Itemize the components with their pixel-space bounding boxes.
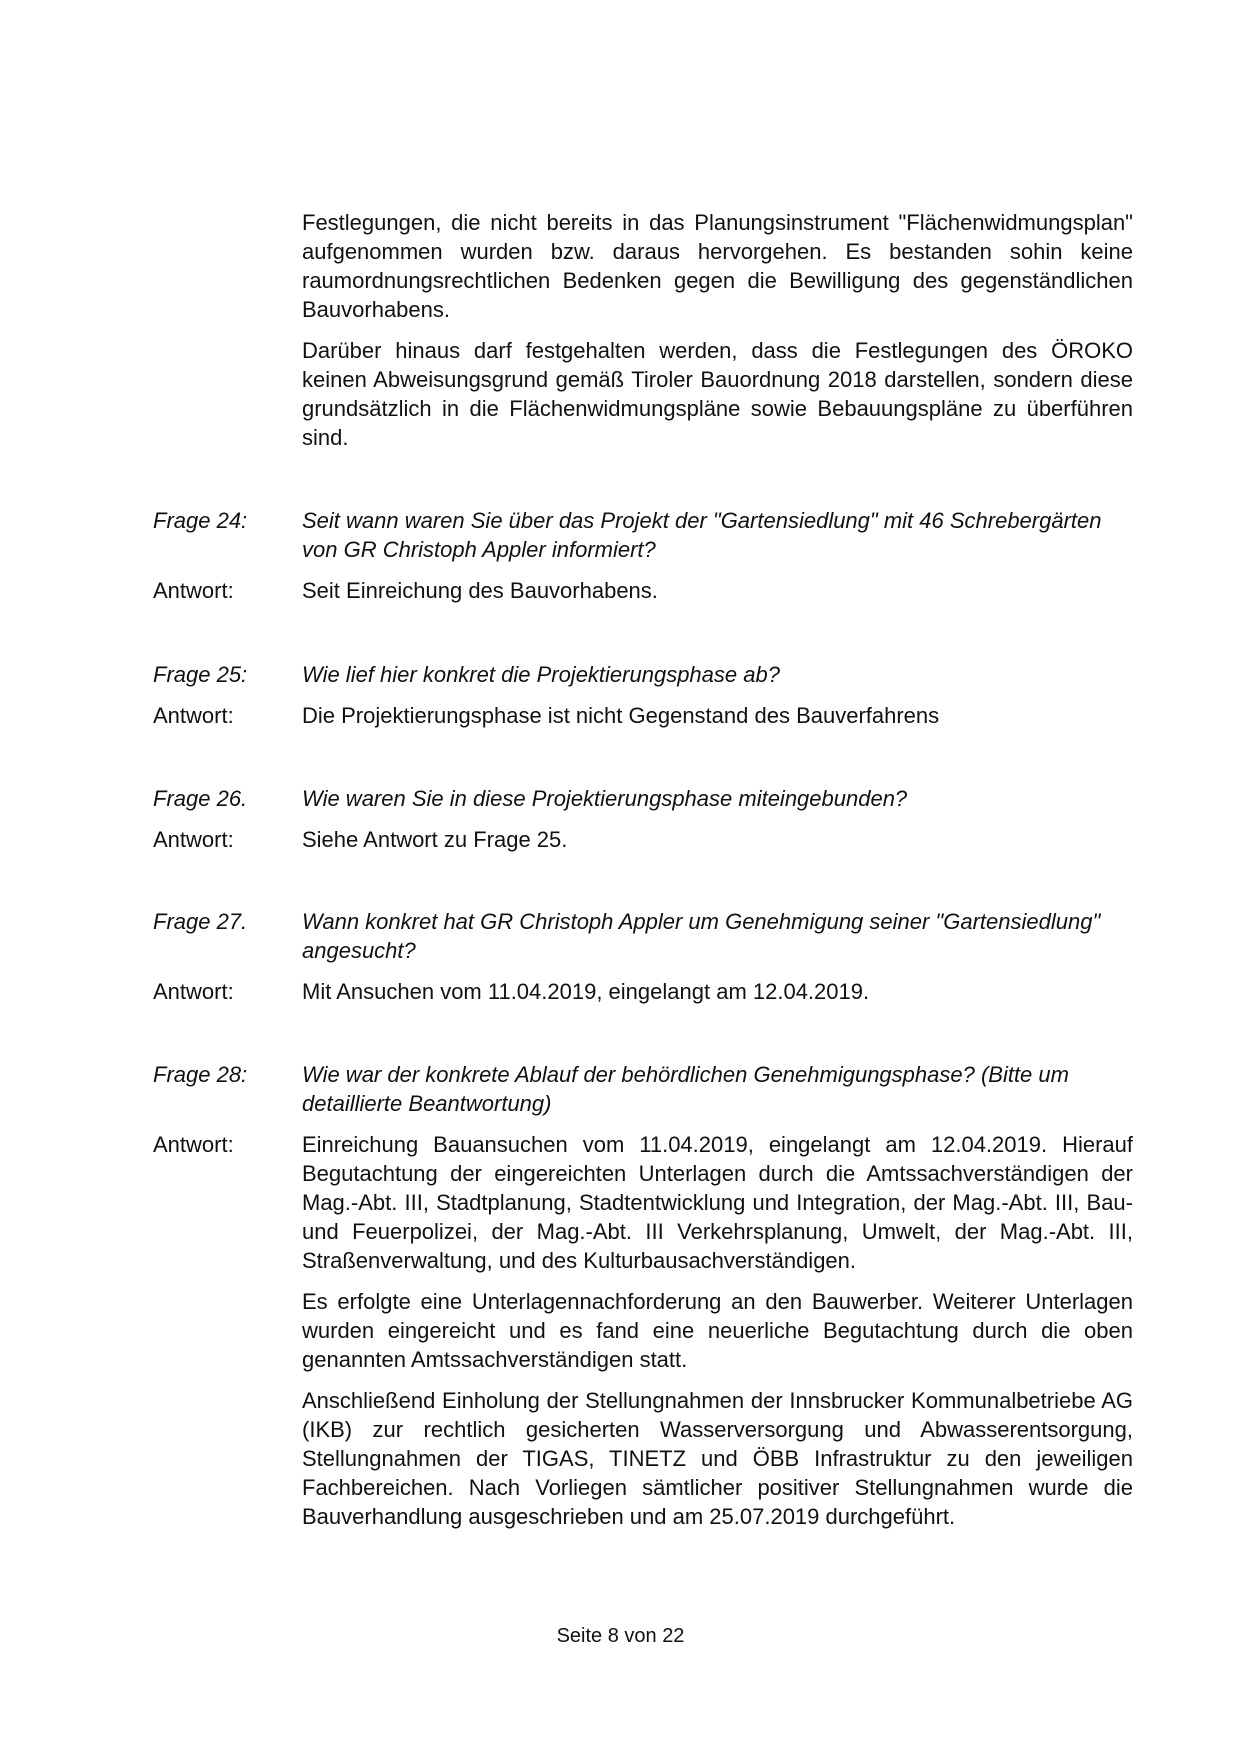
answer-row [153,576,1133,605]
answer-paragraph: Anschließend Einholung der Stellungnahmen der Innsbrucker Kommunalbetriebe AG (IKB) zur rechtlich gesicherten Wasserversorgung und Abwasserentsorgung, Stellungnahmen der TIGAS, TINETZ und ÖBB Infrastruktur zu den jeweiligen Fachbereichen. Nach Vorliegen sämtlicher positiver Stellungnahmen wurde die Bauverhandlung ausgeschrieben und am 25.07.2019 durchgeführt. [302,1388,1133,1529]
answer-label: Antwort: [153,703,234,728]
answer-label: Antwort: [153,979,234,1004]
page-number: Seite 8 von 22 [556,1625,685,1647]
intro-text [302,208,1133,464]
question-label: Frage 28: [153,1062,248,1087]
qa-block-24 [153,506,1133,605]
answer-text [302,1130,1133,1531]
answer-label: Antwort: [153,1132,234,1157]
answer-paragraph: Die Projektierungsphase ist nicht Gegenstand des Bauverfahrens [302,703,940,728]
answer-paragraph: Einreichung Bauansuchen vom 11.04.2019, eingelangt am 12.04.2019. Hierauf Begutachtung der eingereichten Unterlagen durch die Amtssachverständigen der Mag.-Abt. III, Stadtplanung, Stadtentwicklung und Integration, der Mag.-Abt. III, Bau- und Feuerpolizei, der Mag.-Abt. III Verkehrsplanung, Umwelt, der Mag.-Abt. III, Straßenverwaltung, und des Kulturbausachverständigen. [302,1132,1133,1273]
answer-paragraph: Siehe Antwort zu Frage 25. [302,827,568,852]
question-row [153,784,1133,813]
question-row [153,660,1133,689]
answer-text [302,701,1133,730]
answer-paragraph: Seit Einreichung des Bauvorhabens. [302,578,658,603]
question-text: Wann konkret hat GR Christoph Appler um Genehmigung seiner "Gartensiedlung" angesucht? [302,909,1101,963]
answer-paragraph: Es erfolgte eine Unterlagennachforderung an den Bauwerber. Weiterer Unterlagen wurden eingereicht und es fand eine neuerliche Begutachtung durch die oben genannten Amtssachverständigen statt. [302,1289,1133,1372]
intro-paragraph: Darüber hinaus darf festgehalten werden, dass die Festlegungen des ÖROKO keinen Abweisungsgrund gemäß Tiroler Bauordnung 2018 darstellen, sondern diese grundsätzlich in die Flächenwidmungspläne sowie Bebauungspläne zu überführen sind. [302,338,1133,450]
answer-row [153,977,1133,1006]
question-row [153,907,1133,965]
intro-paragraph: Festlegungen, die nicht bereits in das Planungsinstrument "Flächenwidmungsplan" aufgenommen wurden bzw. daraus hervorgehen. Es bestanden sohin keine raumordnungsrechtlichen Bedenken gegen die Bewilligung des gegenständlichen Bauvorhabens. [302,210,1133,322]
question-text: Seit wann waren Sie über das Projekt der "Gartensiedlung" mit 46 Schrebergärten von GR Christoph Appler informiert? [302,508,1102,562]
answer-label: Antwort: [153,578,234,603]
question-text: Wie lief hier konkret die Projektierungsphase ab? [302,662,780,687]
question-text: Wie waren Sie in diese Projektierungsphase miteingebunden? [302,786,908,811]
answer-text [302,825,1133,854]
question-text: Wie war der konkrete Ablauf der behördlichen Genehmigungsphase? (Bitte um detaillierte Beantwortung) [302,1062,1069,1116]
answer-row [153,701,1133,730]
answer-label: Antwort: [153,827,234,852]
question-label: Frage 27. [153,909,248,934]
question-row [153,1060,1133,1118]
question-label: Frage 25: [153,662,248,687]
answer-row [153,825,1133,854]
answer-text [302,977,1133,1006]
qa-block-25 [153,660,1133,730]
question-label: Frage 26. [153,786,248,811]
question-row [153,506,1133,564]
qa-block-27 [153,907,1133,1006]
qa-block-26 [153,784,1133,854]
answer-text [302,576,1133,605]
answer-paragraph: Mit Ansuchen vom 11.04.2019, eingelangt am 12.04.2019. [302,979,870,1004]
question-label: Frage 24: [153,508,248,533]
qa-block-28 [153,1060,1133,1531]
answer-row [153,1130,1133,1531]
